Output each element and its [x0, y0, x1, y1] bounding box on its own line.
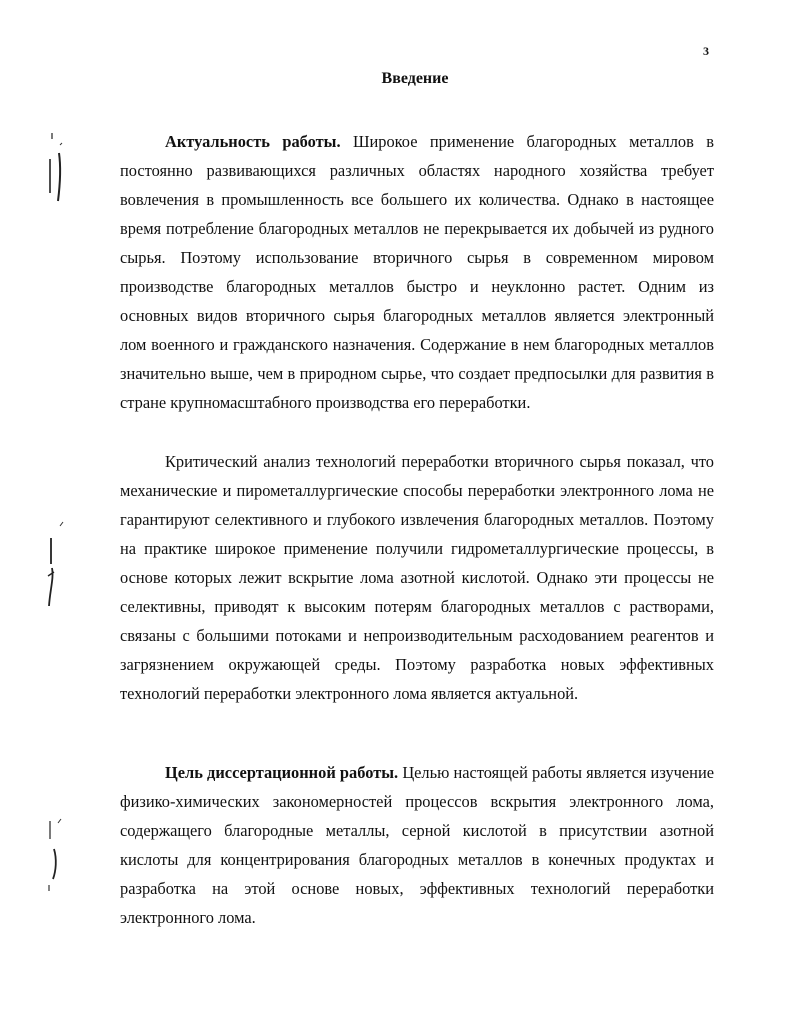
- paragraph-body-relevance: Широкое применение благородных металлов в постоянно развивающихся различных областях народного хозяйства требует вовлечения в промышленность все большего их количества. Однако в настоящее время потребление благородных металлов не перекрывается их добычей из рудного сырья. Поэтому использование вторичного сырья в современном мировом производстве благородных металлов быстро и неуклонно растет. Одним из основных видов вторичного сырья благородных металлов является электронный лом военного и гражданского назначения. Содержание в нем благородных металлов значительно выше, чем в природном сырье, что создает предпосылки для развития в стране крупномасштабного производства его переработки.: [120, 132, 714, 412]
- margin-pencil-mark: [40, 125, 70, 215]
- paragraph-body-analysis: Критический анализ технологий переработки вторичного сырья показал, что механические и пирометаллургические способы переработки электронного лома не гарантируют селективного и глубокого извлечения благородных металлов. Поэтому на практике широкое применение получили гидрометаллургические процессы, в основе которых лежит вскрытие лома азотной кислотой. Однако эти процессы не селективны, приводят к высоким потерям благородных металлов с растворами, связаны с большими потоками и непроизводительным расходованием реагентов и загрязнением окружающей среды. Поэтому разработка новых эффективных технологий переработки электронного лома является актуальной.: [120, 452, 714, 703]
- paragraph-lead-relevance: Актуальность работы.: [165, 132, 341, 151]
- paragraph-goal: [120, 758, 714, 932]
- paragraph-body-goal: Целью настоящей работы является изучение физико-химических закономерностей процессов вскрытия электронного лома, содержащего благородные металлы, серной кислотой в присутствии азотной кислоты для концентрирования благородных металлов в конечных продуктах и разработка на этой основе новых, эффективных технологий переработки электронного лома.: [120, 763, 714, 927]
- paragraph-relevance: [120, 127, 714, 417]
- page-number: 3: [703, 44, 709, 58]
- paragraph-lead-goal: Цель диссертационной работы.: [165, 763, 399, 782]
- page-title: Введение: [381, 70, 449, 87]
- paragraph-analysis: [120, 447, 714, 708]
- margin-pencil-mark: [40, 815, 70, 895]
- margin-pencil-mark: [40, 520, 70, 615]
